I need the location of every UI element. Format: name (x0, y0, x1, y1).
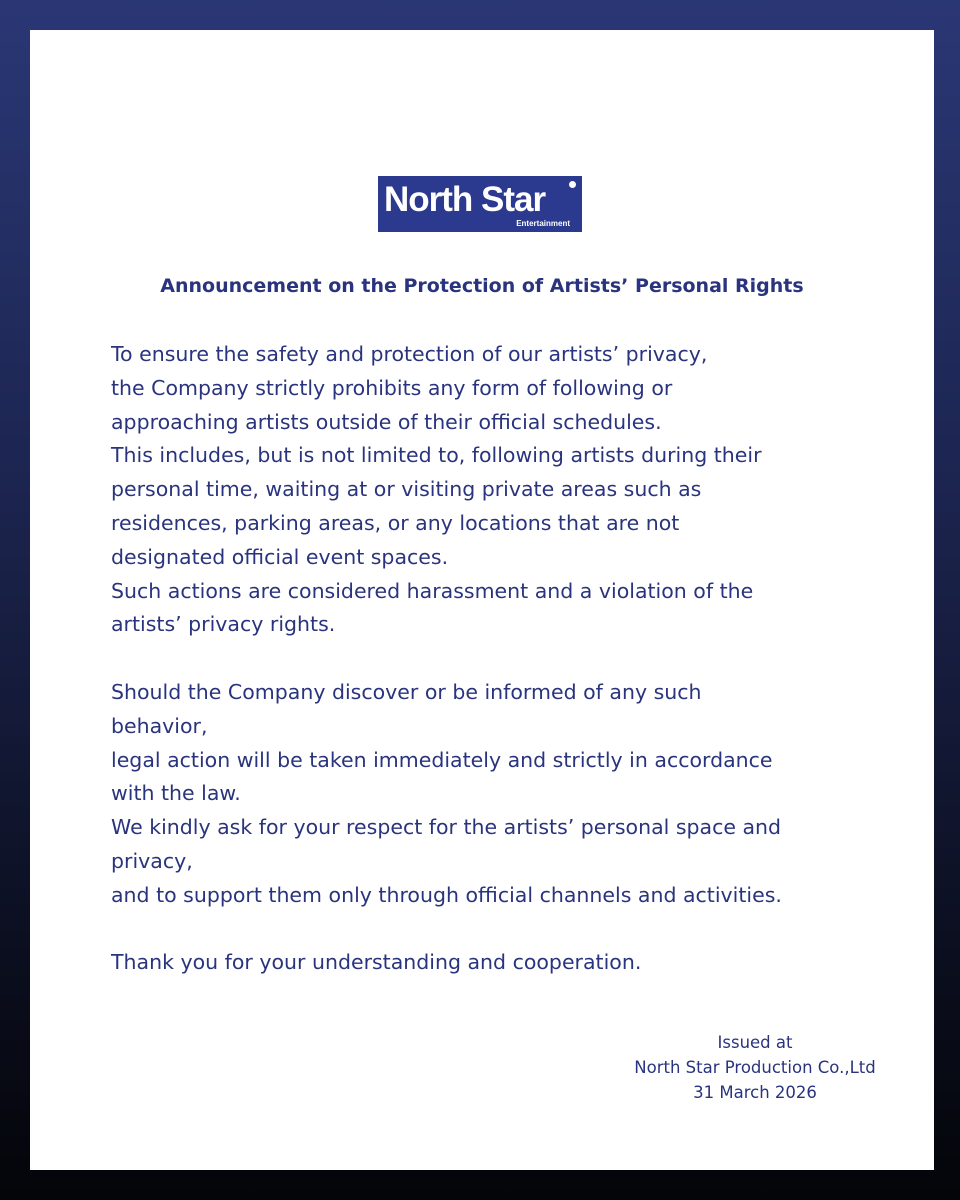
body-line: with the law. (111, 781, 241, 806)
logo-wordmark: North Star (384, 180, 546, 219)
body-line: Such actions are considered harassment and a violation of the (111, 578, 754, 603)
body-line: privacy, (111, 848, 193, 873)
body-line: designated official event spaces. (111, 544, 449, 569)
paragraph-3 (111, 946, 911, 980)
body-line: personal time, waiting at or visiting private areas such as (111, 477, 702, 502)
body-line: This includes, but is not limited to, following artists during their (111, 443, 762, 468)
paragraph-gap (111, 913, 911, 947)
issue-date: 31 March 2026 (693, 1083, 817, 1102)
paragraph-1 (111, 338, 911, 642)
body-line: the Company strictly prohibits any form of following or (111, 375, 673, 400)
announcement-card (30, 30, 934, 1170)
announcement-body (111, 338, 911, 980)
body-line: legal action will be taken immediately and strictly in accordance (111, 747, 773, 772)
body-line: Should the Company discover or be informed of any such (111, 679, 702, 704)
body-line: and to support them only through official channels and activities. (111, 882, 782, 907)
north-star-logo (378, 176, 582, 232)
body-line: We kindly ask for your respect for the artists’ personal space and (111, 815, 782, 840)
issued-at-label: Issued at (717, 1033, 793, 1052)
body-line: behavior, (111, 713, 208, 738)
signature-block (590, 1030, 920, 1105)
body-line: artists’ privacy rights. (111, 612, 336, 637)
announcement-title: Announcement on the Protection of Artists’ Personal Rights (160, 275, 804, 297)
paragraph-2 (111, 676, 911, 913)
logo-dot (569, 181, 576, 188)
body-line: residences, parking areas, or any locations that are not (111, 510, 680, 535)
paragraph-gap (111, 642, 911, 676)
body-line: To ensure the safety and protection of our artists’ privacy, (111, 342, 708, 366)
body-line: approaching artists outside of their official schedules. (111, 409, 662, 434)
body-line: Thank you for your understanding and cooperation. (111, 950, 642, 975)
issuing-company: North Star Production Co.,Ltd (634, 1058, 876, 1077)
logo-subtitle: Entertainment (516, 219, 570, 228)
